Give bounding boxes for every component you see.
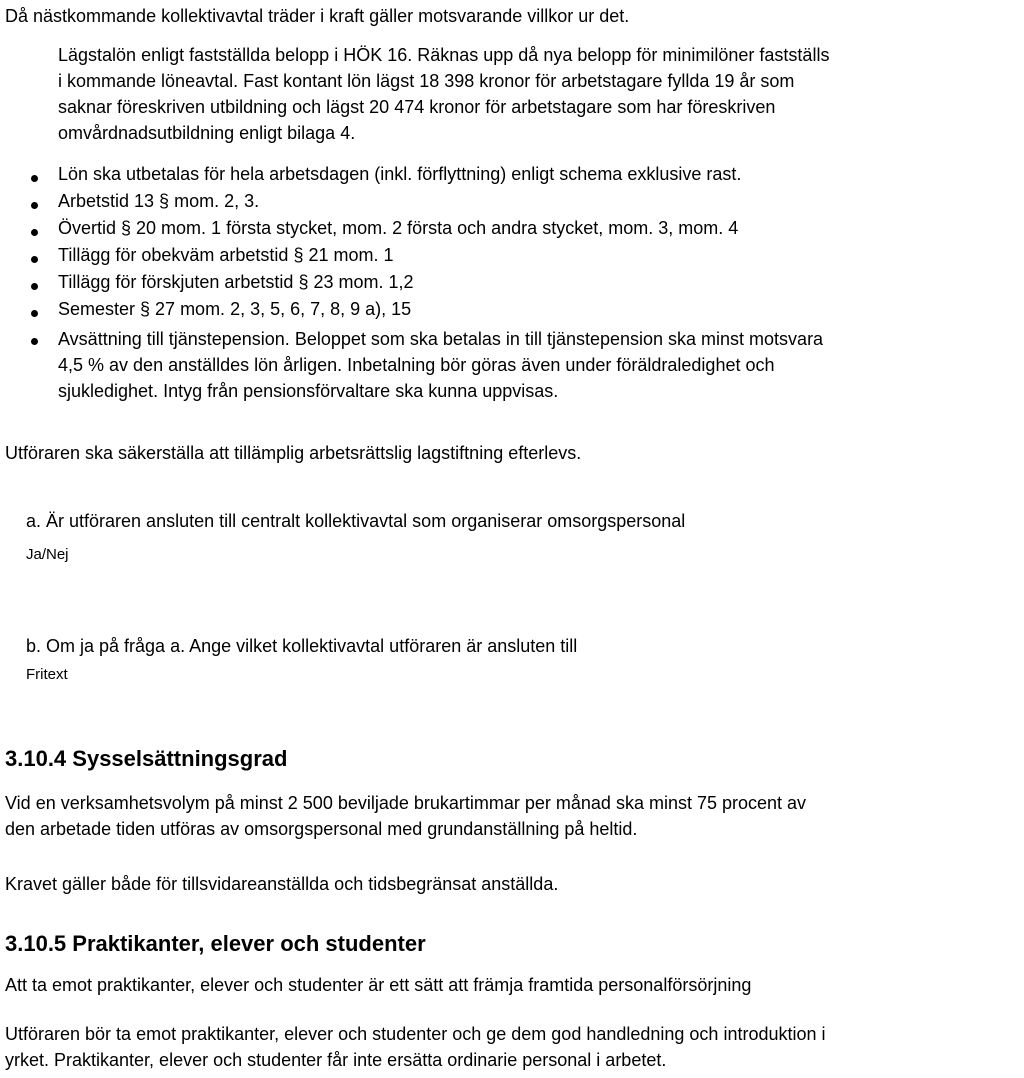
intro-line: Då nästkommande kollektivavtal träder i kraft gäller motsvarande villkor ur det. xyxy=(5,6,630,26)
question-a-answer-type: Ja/Nej xyxy=(26,546,69,563)
list-item-line: sjukledighet. Intyg från pensionsförvaltare ska kunna uppvisas. xyxy=(58,381,559,401)
bullet-dot-icon xyxy=(31,256,38,263)
list-item: Tillägg för obekväm arbetstid § 21 mom. 1 xyxy=(58,245,394,265)
paragraph-line: yrket. Praktikanter, elever och studenter får inte ersätta ordinarie personal i arbetet. xyxy=(5,1050,667,1070)
section-heading-3-10-4: 3.10.4 Sysselsättningsgrad xyxy=(5,746,288,771)
list-item: Lön ska utbetalas för hela arbetsdagen (inkl. förflyttning) enligt schema exklusive rast. xyxy=(58,164,742,184)
list-item: Arbetstid 13 § mom. 2, 3. xyxy=(58,191,260,211)
bullet-dot-icon xyxy=(31,310,38,317)
section-3-10-4-note: Kravet gäller både för tillsvidareanställda och tidsbegränsat anställda. xyxy=(5,874,559,894)
bullet-dot-icon xyxy=(31,175,38,182)
list-item-line: Avsättning till tjänstepension. Beloppet som ska betalas in till tjänstepension ska minst motsvara xyxy=(58,329,824,349)
minimum-wage-line: i kommande löneavtal. Fast kontant lön lägst 18 398 kronor för arbetstagare fyllda 19 år som xyxy=(58,71,795,91)
question-b: b. Om ja på fråga a. Ange vilket kollektivavtal utföraren är ansluten till xyxy=(26,636,578,656)
paragraph-line: den arbetade tiden utföras av omsorgspersonal med grundanställning på heltid. xyxy=(5,819,638,839)
section-3-10-4-paragraph xyxy=(5,790,806,842)
minimum-wage-line: saknar föreskriven utbildning och lägst 20 474 kronor för arbetstagare som har föreskriven xyxy=(58,97,776,117)
bullet-dot-icon xyxy=(31,283,38,290)
bullet-dot-icon xyxy=(31,202,38,209)
section-3-10-5-paragraph xyxy=(5,1021,826,1073)
list-item xyxy=(58,326,823,404)
bullet-dot-icon xyxy=(31,338,38,345)
minimum-wage-line: omvårdnadsutbildning enligt bilaga 4. xyxy=(58,123,356,143)
list-item: Tillägg för förskjuten arbetstid § 23 mom. 1,2 xyxy=(58,272,414,292)
question-a: a. Är utföraren ansluten till centralt kollektivavtal som organiserar omsorgspersonal xyxy=(26,511,686,531)
list-item-line: 4,5 % av den anställdes lön årligen. Inbetalning bör göras även under föräldraledighet och xyxy=(58,355,775,375)
paragraph-line: Utföraren bör ta emot praktikanter, elever och studenter och ge dem god handledning och introduktion i xyxy=(5,1024,826,1044)
paragraph-line: Vid en verksamhetsvolym på minst 2 500 beviljade brukartimmar per månad ska minst 75 procent av xyxy=(5,793,807,813)
list-item: Semester § 27 mom. 2, 3, 5, 6, 7, 8, 9 a), 15 xyxy=(58,299,412,319)
compliance-line: Utföraren ska säkerställa att tillämplig arbetsrättslig lagstiftning efterlevs. xyxy=(5,443,582,463)
minimum-wage-line: Lägstalön enligt fastställda belopp i HÖK 16. Räknas upp då nya belopp för minimilöner fastställs xyxy=(58,45,830,65)
bullet-dot-icon xyxy=(31,229,38,236)
list-item: Övertid § 20 mom. 1 första stycket, mom. 2 första och andra stycket, mom. 3, mom. 4 xyxy=(58,218,739,238)
question-b-answer-type: Fritext xyxy=(26,666,68,683)
section-3-10-5-intro: Att ta emot praktikanter, elever och studenter är ett sätt att främja framtida personalförsörjning xyxy=(5,975,752,995)
minimum-wage-paragraph xyxy=(58,42,829,146)
section-heading-3-10-5: 3.10.5 Praktikanter, elever och studenter xyxy=(5,931,426,956)
